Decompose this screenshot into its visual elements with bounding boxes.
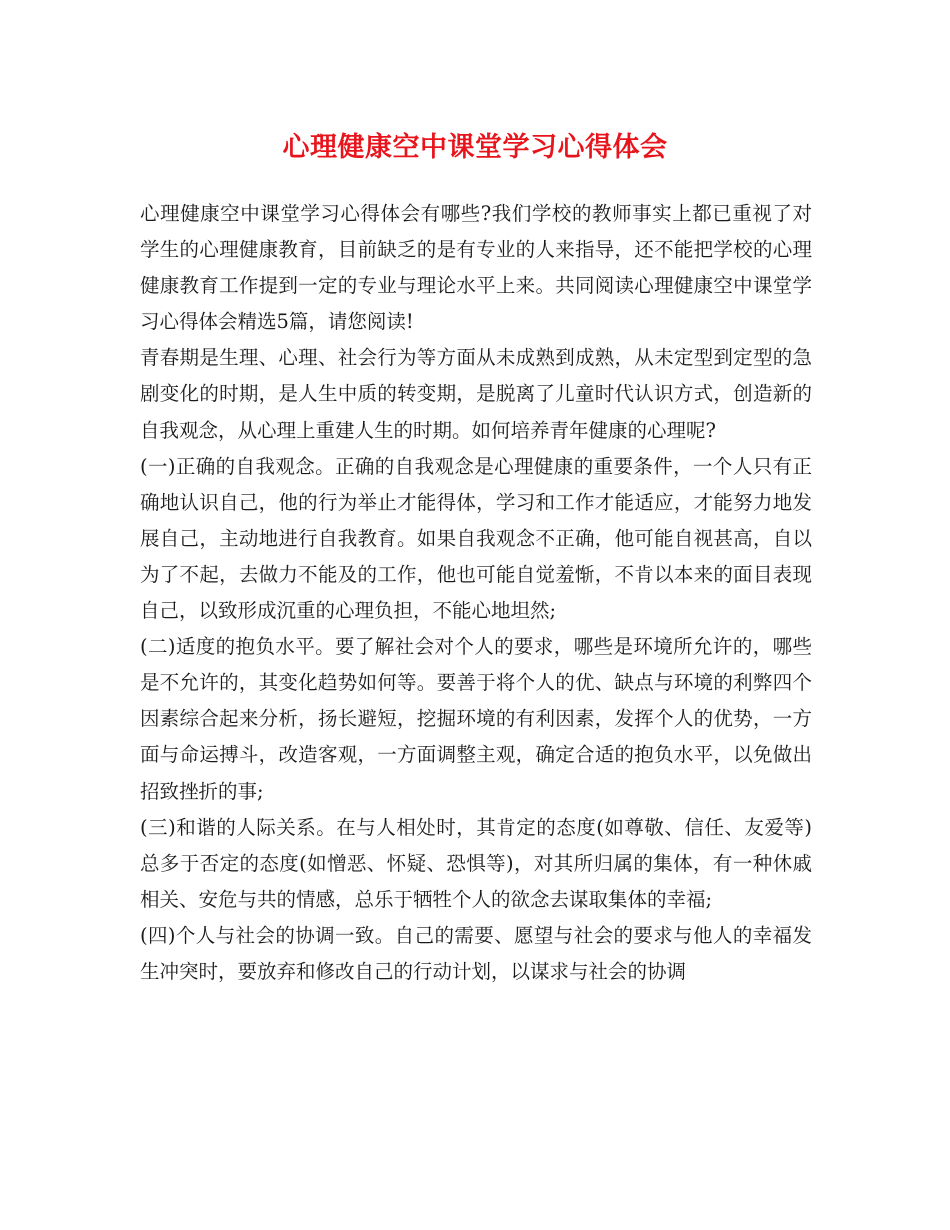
document-body xyxy=(140,196,812,990)
paragraph-interpersonal-relations: (三)和谐的人际关系。在与人相处时，其肯定的态度(如尊敬、信任、友爱等)总多于否定的态度(如憎恶、怀疑、恐惧等)，对其所归属的集体，有一种休戚相关、安危与共的情感，总乐于牺牲个人的欲念去谋取集体的幸福; xyxy=(140,815,812,911)
paragraph-self-concept: (一)正确的自我观念。正确的自我观念是心理健康的重要条件，一个人只有正确地认识自己，他的行为举止才能得体，学习和工作才能适应，才能努力地发展自己，主动地进行自我教育。如果自我观念不正确，他可能自视甚高，自以为了不起，去做力不能及的工作，他也可能自觉羞惭，不肯以本来的面目表现自己，以致形成沉重的心理负担，不能心地坦然; xyxy=(140,454,812,623)
paragraph-adolescence: 青春期是生理、心理、社会行为等方面从未成熟到成熟，从未定型到定型的急剧变化的时期，是人生中质的转变期，是脱离了儿童时代认识方式，创造新的自我观念，从心理上重建人生的时期。如何培养青年健康的心理呢? xyxy=(140,346,812,442)
page-title: 心理健康空中课堂学习心得体会 xyxy=(282,132,668,163)
paragraph-aspiration-level: (二)适度的抱负水平。要了解社会对个人的要求，哪些是环境所允许的，哪些是不允许的，其变化趋势如何等。要善于将个人的优、缺点与环境的利弊四个因素综合起来分析，扬长避短，挖掘环境的有利因素，发挥个人的优势，一方面与命运搏斗，改造客观，一方面调整主观，确定合适的抱负水平，以免做出招致挫折的事; xyxy=(140,635,812,803)
paragraph-intro: 心理健康空中课堂学习心得体会有哪些?我们学校的教师事实上都已重视了对学生的心理健康教育，目前缺乏的是有专业的人来指导，还不能把学校的心理健康教育工作提到一定的专业与理论水平上来。共同阅读心理健康空中课堂学习心得体会精选5篇，请您阅读! xyxy=(140,202,812,334)
paragraph-social-harmony: (四)个人与社会的协调一致。自己的需要、愿望与社会的要求与他人的幸福发生冲突时，要放弃和修改自己的行动计划，以谋求与社会的协调 xyxy=(140,923,812,983)
